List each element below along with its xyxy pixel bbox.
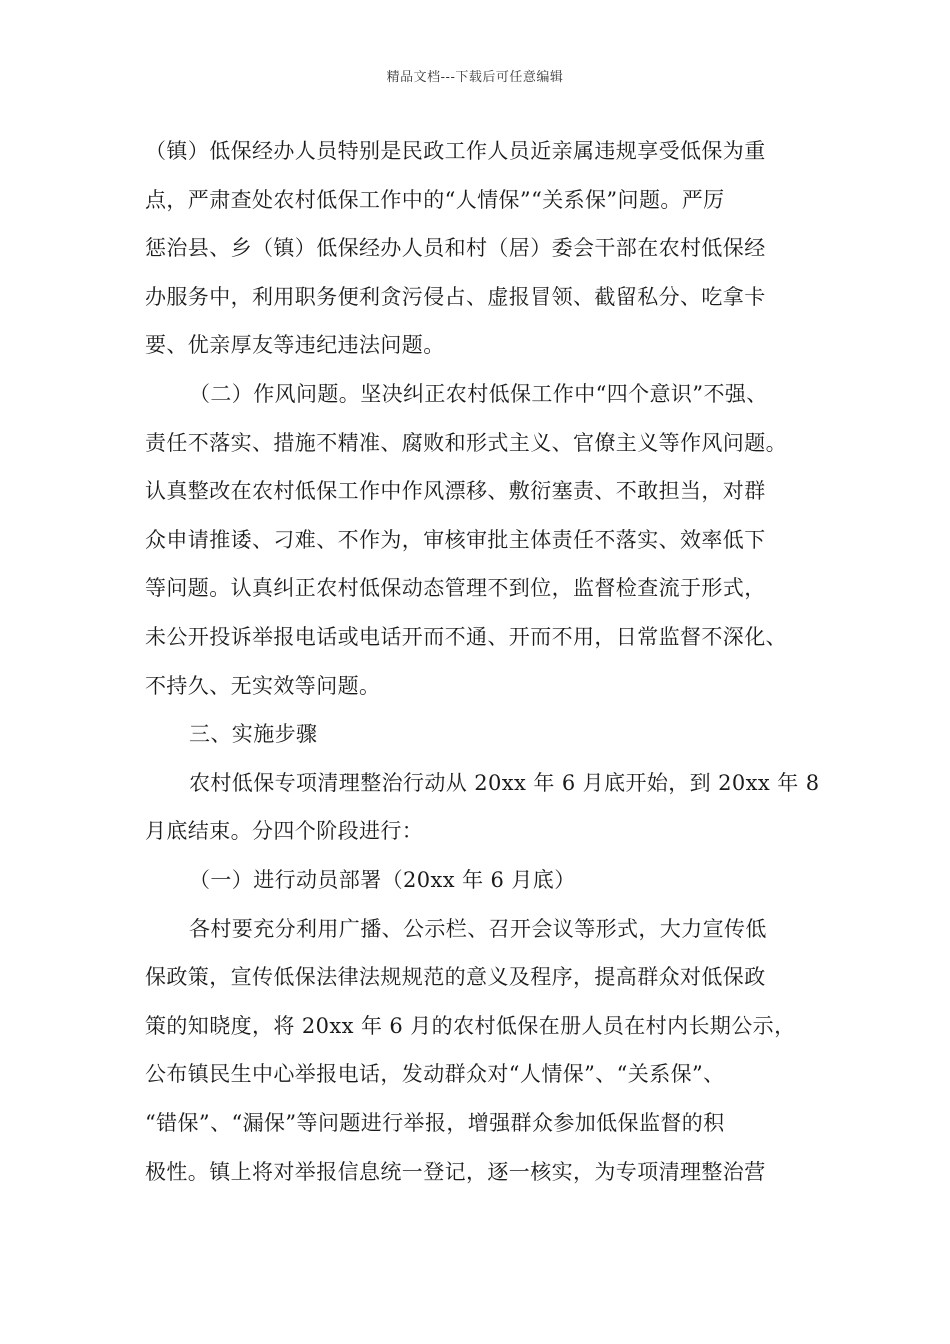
- text-line: 各村要充分利用广播、公示栏、召开会议等形式，大力宣传低: [189, 916, 767, 941]
- text-line: 未公开投诉举报电话或电话开而不通、开而不用，日常监督不深化、: [145, 625, 787, 649]
- text-line: 保政策，宣传低保法律法规规范的意义及程序，提高群众对低保政: [145, 965, 766, 990]
- text-line: 月底结束。分四个阶段进行：: [145, 819, 424, 844]
- text-line: （镇）低保经办人员特别是民政工作人员近亲属违规享受低保为重: [145, 139, 766, 163]
- text-line: “错保”、“漏保”等问题进行举报，增强群众参加低保监督的积: [145, 1111, 725, 1135]
- text-line: 极性。镇上将对举报信息统一登记，逐一核实，为专项清理整治营: [145, 1159, 766, 1184]
- text-line: 等问题。认真纠正农村低保动态管理不到位，监督检查流于形式，: [145, 576, 766, 601]
- text-line: 三、实施步骤: [189, 722, 318, 747]
- text-line: 责任不落实、措施不精准、腐败和形式主义、官僚主义等作风问题。: [145, 430, 787, 455]
- text-line: （二）作风问题。坚决纠正农村低保工作中“四个意识”不强、: [189, 382, 768, 406]
- text-line: 认真整改在农村低保工作中作风漂移、敷衍塞责、不敢担当，对群: [145, 479, 766, 504]
- text-line: 不持久、无实效等问题。: [145, 673, 381, 698]
- text-line: 要、优亲厚友等违纪违法问题。: [145, 333, 445, 358]
- text-line: 公布镇民生中心举报电话，发动群众对“人情保”、“关系保”、: [145, 1062, 725, 1087]
- text-line: 办服务中，利用职务便利贪污侵占、虚报冒领、截留私分、吃拿卡: [145, 284, 766, 309]
- text-line: 策的知晓度，将 20xx 年 6 月的农村低保在册人员在村内长期公示，: [145, 1013, 796, 1038]
- page-header: 精品文档---下载后可任意编辑: [386, 70, 564, 85]
- text-line: 农村低保专项清理整治行动从 20xx 年 6 月底开始，到 20xx 年 8: [189, 770, 820, 795]
- text-line: 众申请推诿、刁难、不作为，审核审批主体责任不落实、效率低下: [145, 527, 766, 552]
- text-line: （一）进行动员部署（20xx 年 6 月底）: [189, 868, 576, 892]
- text-line: 惩治县、乡（镇）低保经办人员和村（居）委会干部在农村低保经: [145, 236, 766, 261]
- text-line: 点，严肃查处农村低保工作中的“人情保”“关系保”问题。严厉: [145, 187, 725, 212]
